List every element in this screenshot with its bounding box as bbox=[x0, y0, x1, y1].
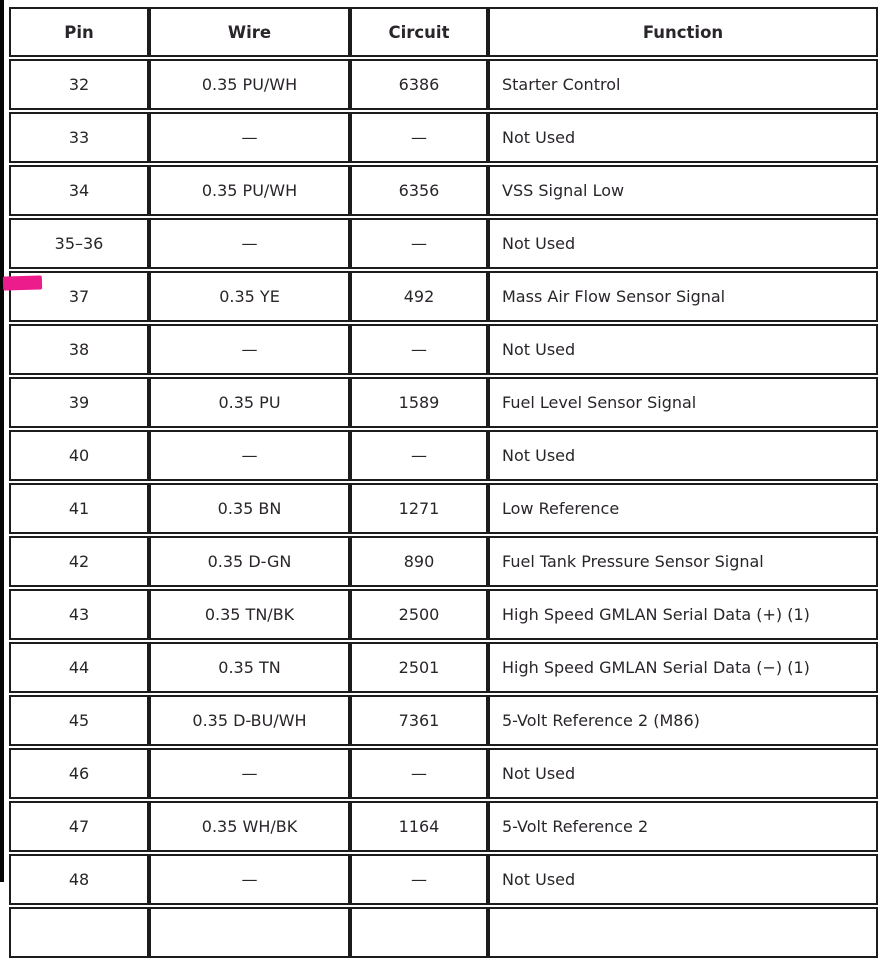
circuit-cell: 492 bbox=[350, 271, 488, 322]
wire-cell: 0.35 D-BU/WH bbox=[149, 695, 350, 746]
wire-cell: 0.35 D-GN bbox=[149, 536, 350, 587]
wire-cell: 0.35 TN/BK bbox=[149, 589, 350, 640]
wire-cell: 0.35 TN bbox=[149, 642, 350, 693]
circuit-cell: 2500 bbox=[350, 589, 488, 640]
circuit-cell: 6386 bbox=[350, 59, 488, 110]
function-cell: Not Used bbox=[488, 430, 878, 481]
wire-cell: — bbox=[149, 218, 350, 269]
pin-cell: 43 bbox=[9, 589, 149, 640]
function-cell: Fuel Tank Pressure Sensor Signal bbox=[488, 536, 878, 587]
table-row bbox=[9, 377, 878, 428]
table-row bbox=[9, 589, 878, 640]
wire-cell: 0.35 YE bbox=[149, 271, 350, 322]
circuit-cell: — bbox=[350, 112, 488, 163]
table-row bbox=[9, 324, 878, 375]
wire-cell: 0.35 BN bbox=[149, 483, 350, 534]
table-row bbox=[9, 801, 878, 852]
pin-cell: 32 bbox=[9, 59, 149, 110]
function-cell: Not Used bbox=[488, 748, 878, 799]
wire-cell: — bbox=[149, 324, 350, 375]
circuit-cell: 1271 bbox=[350, 483, 488, 534]
circuit-cell bbox=[350, 907, 488, 958]
pin-cell: 34 bbox=[9, 165, 149, 216]
wire-cell: — bbox=[149, 430, 350, 481]
pin-cell bbox=[9, 907, 149, 958]
circuit-cell: — bbox=[350, 748, 488, 799]
circuit-cell: 1589 bbox=[350, 377, 488, 428]
page-left-edge-bar bbox=[0, 0, 4, 882]
wire-cell: 0.35 PU/WH bbox=[149, 165, 350, 216]
column-header-pin: Pin bbox=[9, 7, 149, 57]
pin-cell: 47 bbox=[9, 801, 149, 852]
pinout-table-container bbox=[9, 5, 878, 960]
pin-cell: 42 bbox=[9, 536, 149, 587]
table-row bbox=[9, 642, 878, 693]
wire-cell: — bbox=[149, 854, 350, 905]
table-row bbox=[9, 430, 878, 481]
table-row bbox=[9, 271, 878, 322]
table-row bbox=[9, 695, 878, 746]
table-row bbox=[9, 59, 878, 110]
column-header-circuit: Circuit bbox=[350, 7, 488, 57]
pin-cell: 45 bbox=[9, 695, 149, 746]
column-header-wire: Wire bbox=[149, 7, 350, 57]
circuit-cell: 7361 bbox=[350, 695, 488, 746]
table-row bbox=[9, 748, 878, 799]
circuit-cell: 6356 bbox=[350, 165, 488, 216]
function-cell: Not Used bbox=[488, 324, 878, 375]
function-cell: High Speed GMLAN Serial Data (−) (1) bbox=[488, 642, 878, 693]
wire-cell: 0.35 WH/BK bbox=[149, 801, 350, 852]
pin-cell: 33 bbox=[9, 112, 149, 163]
table-header bbox=[9, 7, 878, 57]
table-row bbox=[9, 218, 878, 269]
circuit-cell: — bbox=[350, 430, 488, 481]
function-cell: Not Used bbox=[488, 112, 878, 163]
function-cell bbox=[488, 907, 878, 958]
pin-cell: 39 bbox=[9, 377, 149, 428]
table-row bbox=[9, 483, 878, 534]
header-row bbox=[9, 7, 878, 57]
wire-cell: 0.35 PU bbox=[149, 377, 350, 428]
table-row bbox=[9, 854, 878, 905]
circuit-cell: — bbox=[350, 324, 488, 375]
wire-cell: — bbox=[149, 748, 350, 799]
pin-cell: 38 bbox=[9, 324, 149, 375]
function-cell: High Speed GMLAN Serial Data (+) (1) bbox=[488, 589, 878, 640]
circuit-cell: 1164 bbox=[350, 801, 488, 852]
function-cell: Fuel Level Sensor Signal bbox=[488, 377, 878, 428]
pin-cell: 44 bbox=[9, 642, 149, 693]
pin-37-highlight-marker bbox=[3, 275, 42, 290]
pin-cell: 35–36 bbox=[9, 218, 149, 269]
table-row bbox=[9, 536, 878, 587]
partial-row bbox=[9, 907, 878, 958]
circuit-cell: — bbox=[350, 218, 488, 269]
wire-cell bbox=[149, 907, 350, 958]
function-cell: Not Used bbox=[488, 854, 878, 905]
pin-cell: 46 bbox=[9, 748, 149, 799]
wire-cell: 0.35 PU/WH bbox=[149, 59, 350, 110]
column-header-function: Function bbox=[488, 7, 878, 57]
function-cell: VSS Signal Low bbox=[488, 165, 878, 216]
function-cell: Low Reference bbox=[488, 483, 878, 534]
function-cell: Not Used bbox=[488, 218, 878, 269]
pin-cell: 41 bbox=[9, 483, 149, 534]
table-row bbox=[9, 165, 878, 216]
wire-cell: — bbox=[149, 112, 350, 163]
circuit-cell: — bbox=[350, 854, 488, 905]
function-cell: Mass Air Flow Sensor Signal bbox=[488, 271, 878, 322]
pin-cell: 40 bbox=[9, 430, 149, 481]
table-row bbox=[9, 112, 878, 163]
table-body bbox=[9, 59, 878, 905]
circuit-cell: 2501 bbox=[350, 642, 488, 693]
function-cell: 5-Volt Reference 2 (M86) bbox=[488, 695, 878, 746]
clipped-partial-row-body bbox=[9, 907, 878, 958]
function-cell: Starter Control bbox=[488, 59, 878, 110]
pin-cell: 48 bbox=[9, 854, 149, 905]
function-cell: 5-Volt Reference 2 bbox=[488, 801, 878, 852]
circuit-cell: 890 bbox=[350, 536, 488, 587]
pin-cell: 37 bbox=[9, 271, 149, 322]
pinout-table bbox=[9, 5, 878, 960]
